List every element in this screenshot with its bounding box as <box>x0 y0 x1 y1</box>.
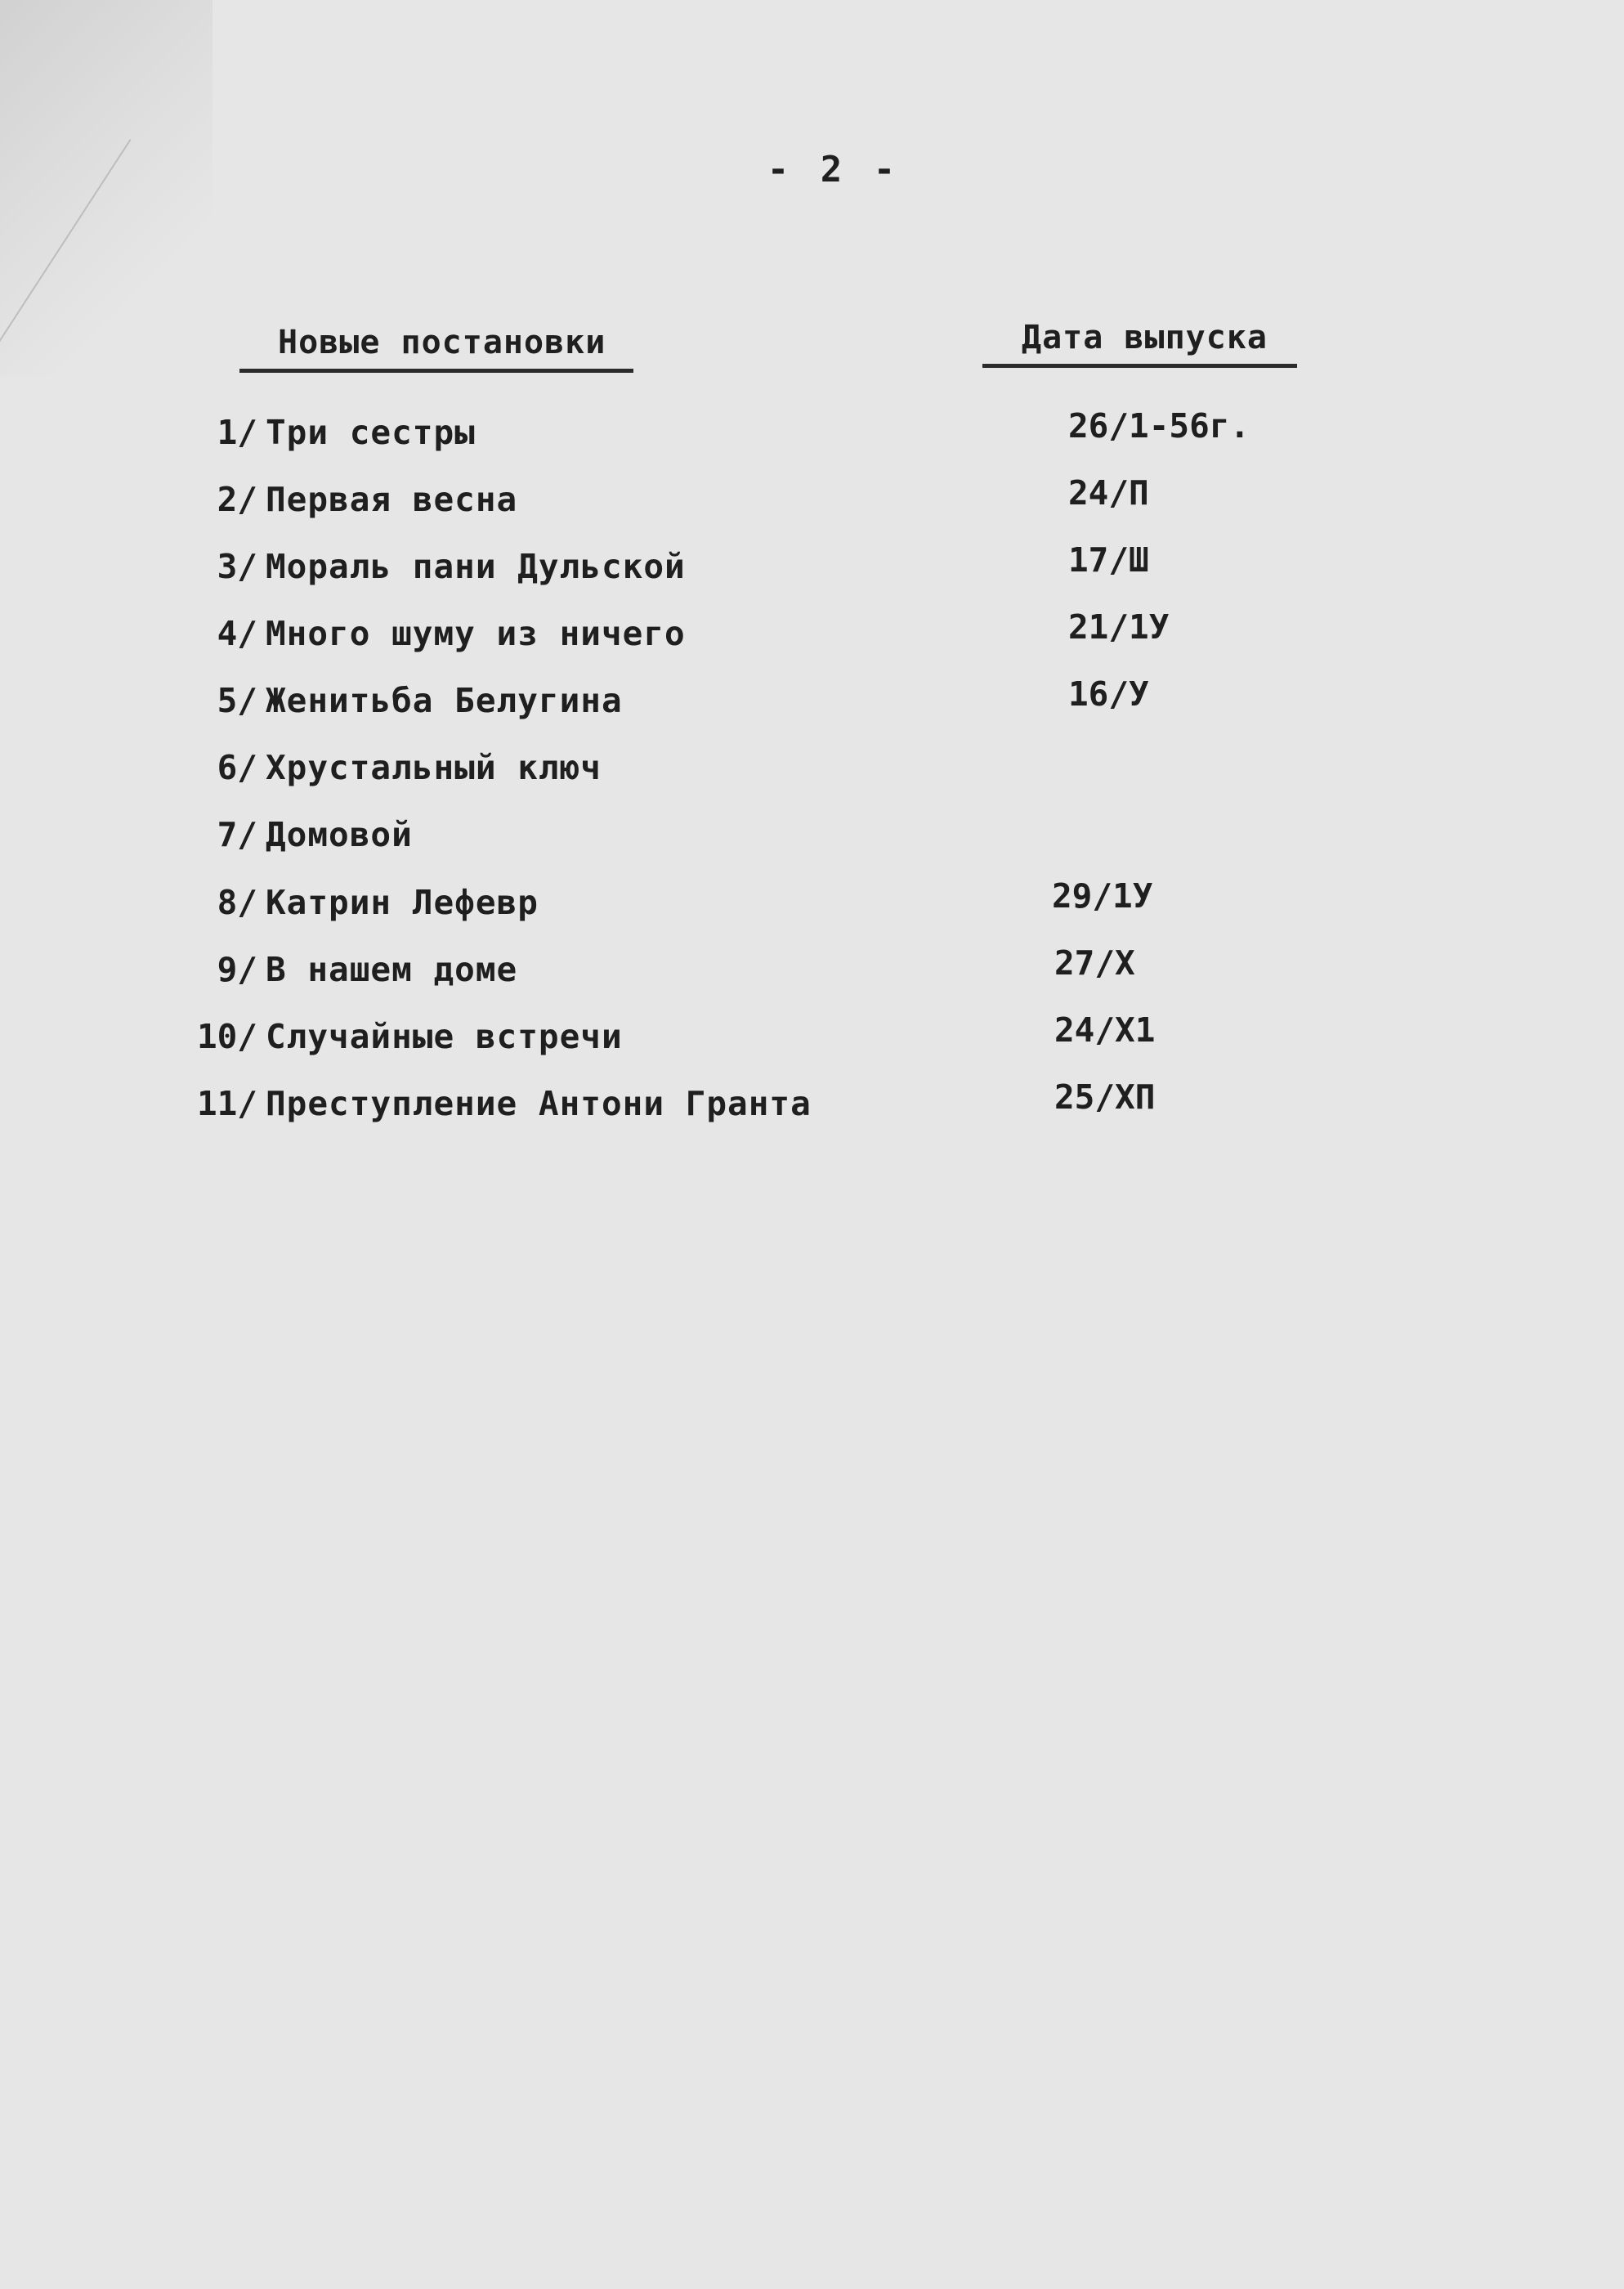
release-date: 25/ХП <box>1054 1077 1156 1117</box>
item-number: 7/ <box>217 815 257 854</box>
list-item <box>0 540 1624 596</box>
production-title: Первая весна <box>266 480 518 519</box>
item-number: 9/ <box>217 950 257 989</box>
release-date: 26/1-56г. <box>1068 406 1250 446</box>
production-title: Случайные встречи <box>266 1017 623 1056</box>
release-date: 24/Х1 <box>1054 1010 1156 1050</box>
production-title: Катрин Лефевр <box>266 883 539 922</box>
header-underline-release-date <box>982 364 1297 368</box>
folded-corner-shadow <box>0 0 213 376</box>
release-date: 16/У <box>1068 674 1149 714</box>
list-item <box>0 473 1624 529</box>
item-number: 11/ <box>196 1084 257 1123</box>
release-date: 24/П <box>1068 473 1149 513</box>
page-number: - 2 - <box>767 149 901 190</box>
list-item <box>0 1010 1624 1066</box>
list-item <box>0 748 1624 797</box>
production-title: Преступление Антони Гранта <box>266 1084 812 1123</box>
release-date: 29/1У <box>1052 876 1153 916</box>
item-number: 3/ <box>217 547 257 586</box>
item-number: 4/ <box>217 614 257 653</box>
header-new-productions: Новые постановки <box>278 324 606 361</box>
item-number: 5/ <box>217 681 257 720</box>
production-title: Три сестры <box>266 413 476 452</box>
production-title: Много шуму из ничего <box>266 614 686 653</box>
list-item <box>0 607 1624 663</box>
list-item <box>0 943 1624 999</box>
item-number: 6/ <box>217 748 257 787</box>
production-title: Хрустальный ключ <box>266 748 602 787</box>
production-title: Домовой <box>266 815 413 854</box>
list-item <box>0 674 1624 730</box>
release-date: 21/1У <box>1068 607 1170 647</box>
release-date: 27/Х <box>1054 943 1135 983</box>
production-title: В нашем доме <box>266 950 518 989</box>
list-item <box>0 1077 1624 1133</box>
release-date: 17/Ш <box>1068 540 1149 580</box>
production-title: Женитьба Белугина <box>266 681 623 720</box>
item-number: 8/ <box>217 883 257 922</box>
list-item <box>0 876 1624 932</box>
header-release-date: Дата выпуска <box>1022 319 1268 356</box>
list-item <box>0 815 1624 864</box>
production-title: Мораль пани Дульской <box>266 547 686 586</box>
item-number: 2/ <box>217 480 257 519</box>
item-number: 1/ <box>217 413 257 452</box>
header-underline-productions <box>239 369 633 373</box>
item-number: 10/ <box>196 1017 257 1056</box>
list-item <box>0 406 1624 462</box>
